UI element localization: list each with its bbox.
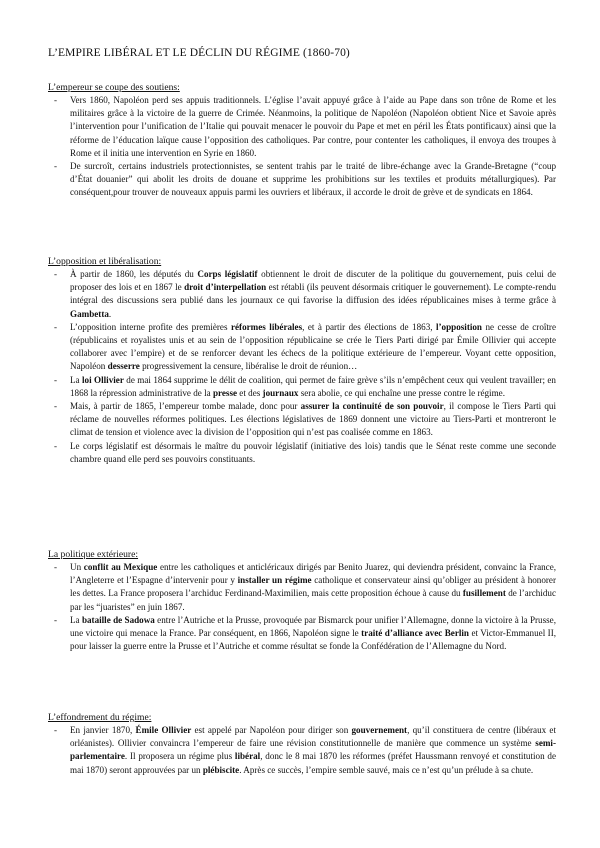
text-run: . Il proposera un régime plus <box>124 751 235 762</box>
bullet-item <box>48 268 556 321</box>
bullet-item <box>48 614 556 654</box>
bullet-item <box>48 440 556 466</box>
bold-term: desserre <box>107 361 140 372</box>
text-run: est appelé par Napoléon pour diriger son <box>191 725 352 735</box>
bold-term: Émile Ollivier <box>135 725 192 735</box>
section-politique-exterieure <box>48 549 556 653</box>
section-effondrement <box>48 712 556 777</box>
text-run: entre l’Autriche et la Prusse, provoquée par Bismarck pour unifier l’Allemagne, donne la victoire à la Prusse, une victoire qui menace la France. Par conséquent, en 1866, Napoléon signe le <box>70 614 556 639</box>
text-run: De surcroît, certains industriels protectionnistes, se sentent trahis par le traité de libre-échange avec la Grande-Bretagne (“coup d’État douanier” qui abolit les droits de douane et supprime les prohibitions sur les textiles et produits métallurgiques). Par conséquent,pour trouver de nouveaux appuis parmi les ouvriers et libéraux, il accorde le droit de grève et de syndicats en 1864. <box>70 161 556 198</box>
bold-term: réformes libérales <box>230 321 303 332</box>
text-run: , et à partir des élections de 1863, <box>302 321 436 332</box>
bullet-item <box>48 400 556 440</box>
bold-term: loi Ollivier <box>82 374 124 385</box>
text-run: est rétabli (ils peuvent désormais critiquer le gouvernement). Le compte-rendu intégral des discussions sera publié dans les journaux ce qui favorise la diffusion des idées républicaines mises à terme grâce à <box>70 282 556 306</box>
text-run: En janvier 1870, <box>70 725 136 735</box>
text-run: sera abolie, ce qui enchaîne une presse contre le régime. <box>298 387 505 398</box>
section-soutiens <box>48 82 556 200</box>
text-run: La <box>70 374 83 385</box>
text-run: La <box>70 614 82 625</box>
bold-term: traité d’alliance avec Berlin <box>361 628 469 639</box>
text-run: , il compose le Tiers Parti qui réclame de nouvelles réformes politiques. Les élections législatives de 1869 donnent une victoire au Tiers-Parti et montreront le climat de tension et violence avec la division de l’opposition qui n’est pas coalisée comme en 1863. <box>70 401 556 438</box>
bold-term: droit d’interpellation <box>184 282 267 293</box>
bold-term: l’opposition <box>436 321 482 332</box>
section-heading: L’effondrement du régime: <box>48 712 152 723</box>
text-run: et Victor-Emmanuel II, pour laisser la guerre entre la Prusse et l’Autriche et comme résultat se fonde la Confédération de l’Allemagne du Nord. <box>70 628 556 652</box>
bullet-item <box>48 724 556 777</box>
bullet-item <box>48 160 556 200</box>
bullet-item <box>48 374 556 400</box>
bold-term: installer un régime <box>237 575 312 586</box>
text-run: Un <box>70 562 84 572</box>
bold-term: bataille de Sadowa <box>81 614 155 625</box>
bullet-list <box>48 268 556 466</box>
text-run: . Après ce succès, l’empire semble sauvé, mais ce n’est qu’un prélude à sa chute. <box>239 764 534 775</box>
text-run: Le corps législatif est désormais le maître du pouvoir législatif (initiative des lois) tandis que le Sénat reste comme une seconde chambre quand elle perd ses pouvoirs constituants. <box>70 440 556 464</box>
text-run: À partir de 1860, les députés du <box>70 269 198 279</box>
bold-term: fusillement <box>462 588 506 599</box>
bold-term: journaux <box>262 387 299 398</box>
bullet-list <box>48 94 556 200</box>
section-heading: L’empereur se coupe des soutiens: <box>48 82 180 93</box>
bold-term: plébiscite <box>202 764 240 775</box>
text-run: et des <box>237 387 263 398</box>
text-run: progressivement la censure, libéralise le droit de réunion… <box>139 361 358 372</box>
bold-term: semi-parlementaire <box>70 738 556 762</box>
bold-term: libéral <box>234 751 261 762</box>
bullet-list <box>48 561 556 653</box>
section-opposition <box>48 256 556 466</box>
text-run: catholique et conservateur ainsi qu’obliger au président à honorer les dettes. La France proposera l’archiduc Ferdinand-Maximilien, mais cette proposition échoue à cause du <box>70 575 556 599</box>
section-heading: L’opposition et libéralisation: <box>48 256 162 267</box>
text-run: , donc le 8 mai 1870 les réformes (préfet Haussmann renvoyé et constitution de mai 1870) seront approuvées par un <box>70 751 556 775</box>
text-run: ne cesse de croître (républicains et royalistes unis et au sein de l’opposition républicaine se crée le Tiers Parti dirigé par Émile Ollivier qui accepte collaborer avec l’empire) et de se renforcer devant les échecs de la politique extérieure de l’empereur. Voyant cette opposition, Napoléon <box>70 321 556 372</box>
text-run: , qu’il constituera de centre (libéraux et orléanistes). Ollivier convaincra l’empereur de faire une révision constitutionnelle de manière que commence un système <box>70 725 556 749</box>
text-run: L’opposition interne profite des premières <box>70 321 231 332</box>
text-run: de l’archiduc par les “juaristes” en juin 1867. <box>70 588 556 612</box>
text-run: Mais, à partir de 1865, l’empereur tombe malade, donc pour <box>70 401 301 412</box>
bold-term: conflit au Mexique <box>83 562 158 572</box>
text-run: entre les catholiques et anticléricaux dirigés par Benito Juarez, qui deviendra président, convainc la France, l’Angleterre et l’Espagne d’intervenir pour y <box>70 562 557 586</box>
text-run: . <box>108 308 112 319</box>
bullet-list <box>48 724 556 777</box>
bold-term: assurer la continuité de son pouvoir <box>300 401 444 412</box>
bold-term: Corps législatif <box>197 269 258 279</box>
text-run: de mai 1864 supprime le délit de coalition, qui permet de faire grève s’ils n’empêchent ceux qui veulent travailler; en 1868 la répression administrative de la <box>70 374 556 398</box>
bold-term: Gambetta <box>70 308 109 319</box>
bold-term: presse <box>212 387 238 398</box>
bullet-item <box>48 321 556 374</box>
document-title: L’EMPIRE LIBÉRAL ET LE DÉCLIN DU RÉGIME (1860-70) <box>48 47 350 59</box>
bold-term: gouvernement <box>351 725 408 735</box>
text-run: Vers 1860, Napoléon perd ses appuis traditionnels. L’église l’avait appuyé grâce à l’aide au Pape dans son trône de Rome et les militaires grâce à la victoire de la guerre de Crimée. Néanmoins, la politique de Napoléon (Napoléon obtient Nice et Savoie après l’intervention pour l’unification de l’Italie qui pouvait menacer le pouvoir du Pape et met en péril les États pontificaux) ainsi que la réforme de l’éducation laïque cause l’opposition des catholiques. Par contre, pour contenter les catholiques, il envoya des troupes à Rome et il initia une intervention en Syrie en 1860. <box>70 95 556 158</box>
bullet-item <box>48 561 556 614</box>
text-run: obtiennent le droit de discuter de la politique du gouvernement, puis celui de proposer des lois et en 1867 le <box>70 269 556 293</box>
bullet-item <box>48 94 556 160</box>
section-heading: La politique extérieure: <box>48 549 139 560</box>
